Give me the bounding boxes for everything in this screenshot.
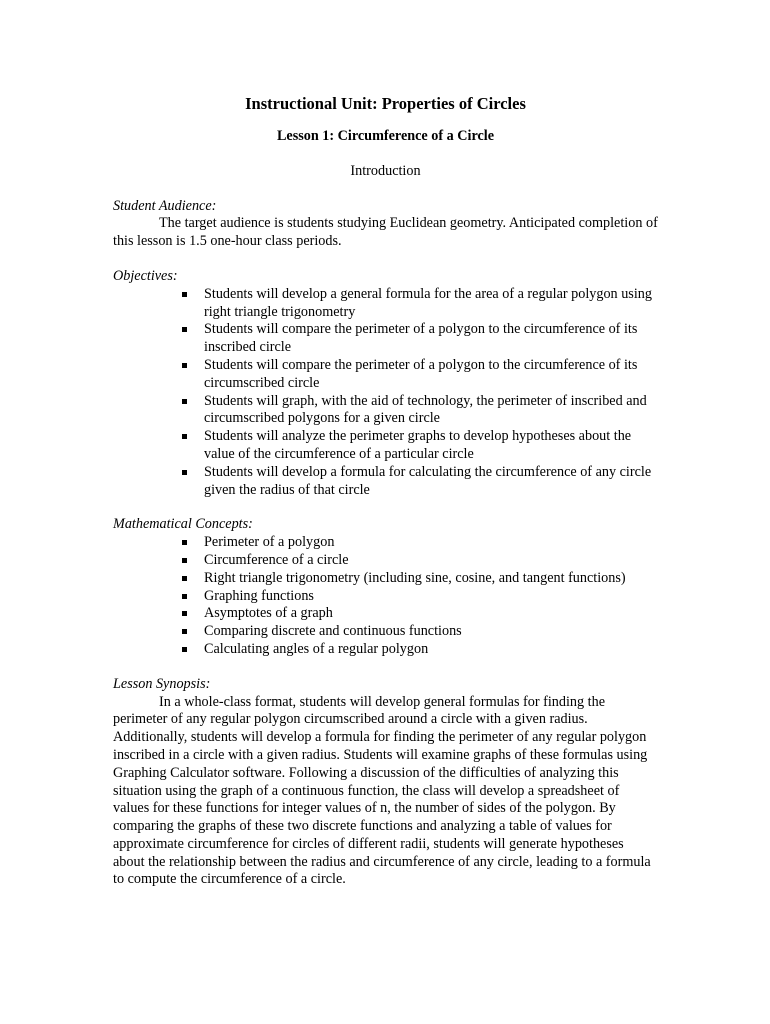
objectives-heading: Objectives: [113,267,178,284]
bullet-icon [182,647,187,652]
objective-item: Students will analyze the perimeter graphs to develop hypotheses about the value of the circumference of a particular circle [204,428,658,464]
concept-item: Right triangle trigonometry (including sine, cosine, and tangent functions) [204,570,764,588]
unit-title: Instructional Unit: Properties of Circles [245,94,526,113]
bullet-icon [182,629,187,634]
concept-item: Circumference of a circle [204,552,764,570]
concepts-heading: Mathematical Concepts: [113,516,253,533]
objective-item: Students will compare the perimeter of a polygon to the circumference of its inscribed circle [204,321,658,357]
lesson-title: Lesson 1: Circumference of a Circle [276,128,495,144]
document-page [113,94,658,906]
synopsis-heading: Lesson Synopsis: [113,675,211,692]
synopsis-text: In a whole-class format, students will develop general formulas for finding the perimeter of any regular polygon circumscribed around a circle with a given radius. Additionally, students will develop a formula for finding the perimeter of any regular polygon inscribed in a circle with a given radius. Students will examine graphs of these formulas using Graphing Calculator software. Following a discussion of the difficulties of analyzing this situation using the graph of a continuous function, the class will develop a spreadsheet of values for these functions for integer values of n, the number of sides of the polygon. By comparing the graphs of these two discrete functions and analyzing a table of values for approximate circumference for circles of different radii, students will generate hypotheses about the relationship between the radius and circumference of any circle, leading to a formula to compute the circumference of a circle. [113,693,651,888]
bullet-icon [182,292,187,297]
objective-item: Students will develop a general formula for the area of a regular polygon using right triangle trigonometry [204,286,658,322]
bullet-icon [182,558,187,563]
bullet-icon [182,399,187,404]
bullet-icon [182,594,187,599]
concept-item: Perimeter of a polygon [204,534,764,552]
concept-item: Calculating angles of a regular polygon [204,641,764,659]
concept-item: Asymptotes of a graph [204,605,764,623]
concept-item: Comparing discrete and continuous functions [204,623,764,641]
audience-heading: Student Audience: [113,197,217,214]
bullet-icon [182,611,187,616]
objective-item: Students will graph, with the aid of technology, the perimeter of inscribed and circumscribed polygons for a given circle [204,393,658,429]
objective-item: Students will compare the perimeter of a polygon to the circumference of its circumscribed circle [204,357,658,393]
concepts-list [113,534,764,659]
bullet-icon [182,576,187,581]
audience-text: The target audience is students studying Euclidean geometry. Anticipated completion of this lesson is 1.5 one-hour class periods. [113,215,658,250]
objective-item: Students will develop a formula for calculating the circumference of any circle given the radius of that circle [204,464,658,500]
bullet-icon [182,470,187,475]
concept-item: Graphing functions [204,588,764,606]
bullet-icon [182,434,187,439]
section-title: Introduction [350,162,421,179]
bullet-icon [182,327,187,332]
objectives-list [113,286,658,500]
bullet-icon [182,540,187,545]
bullet-icon [182,363,187,368]
